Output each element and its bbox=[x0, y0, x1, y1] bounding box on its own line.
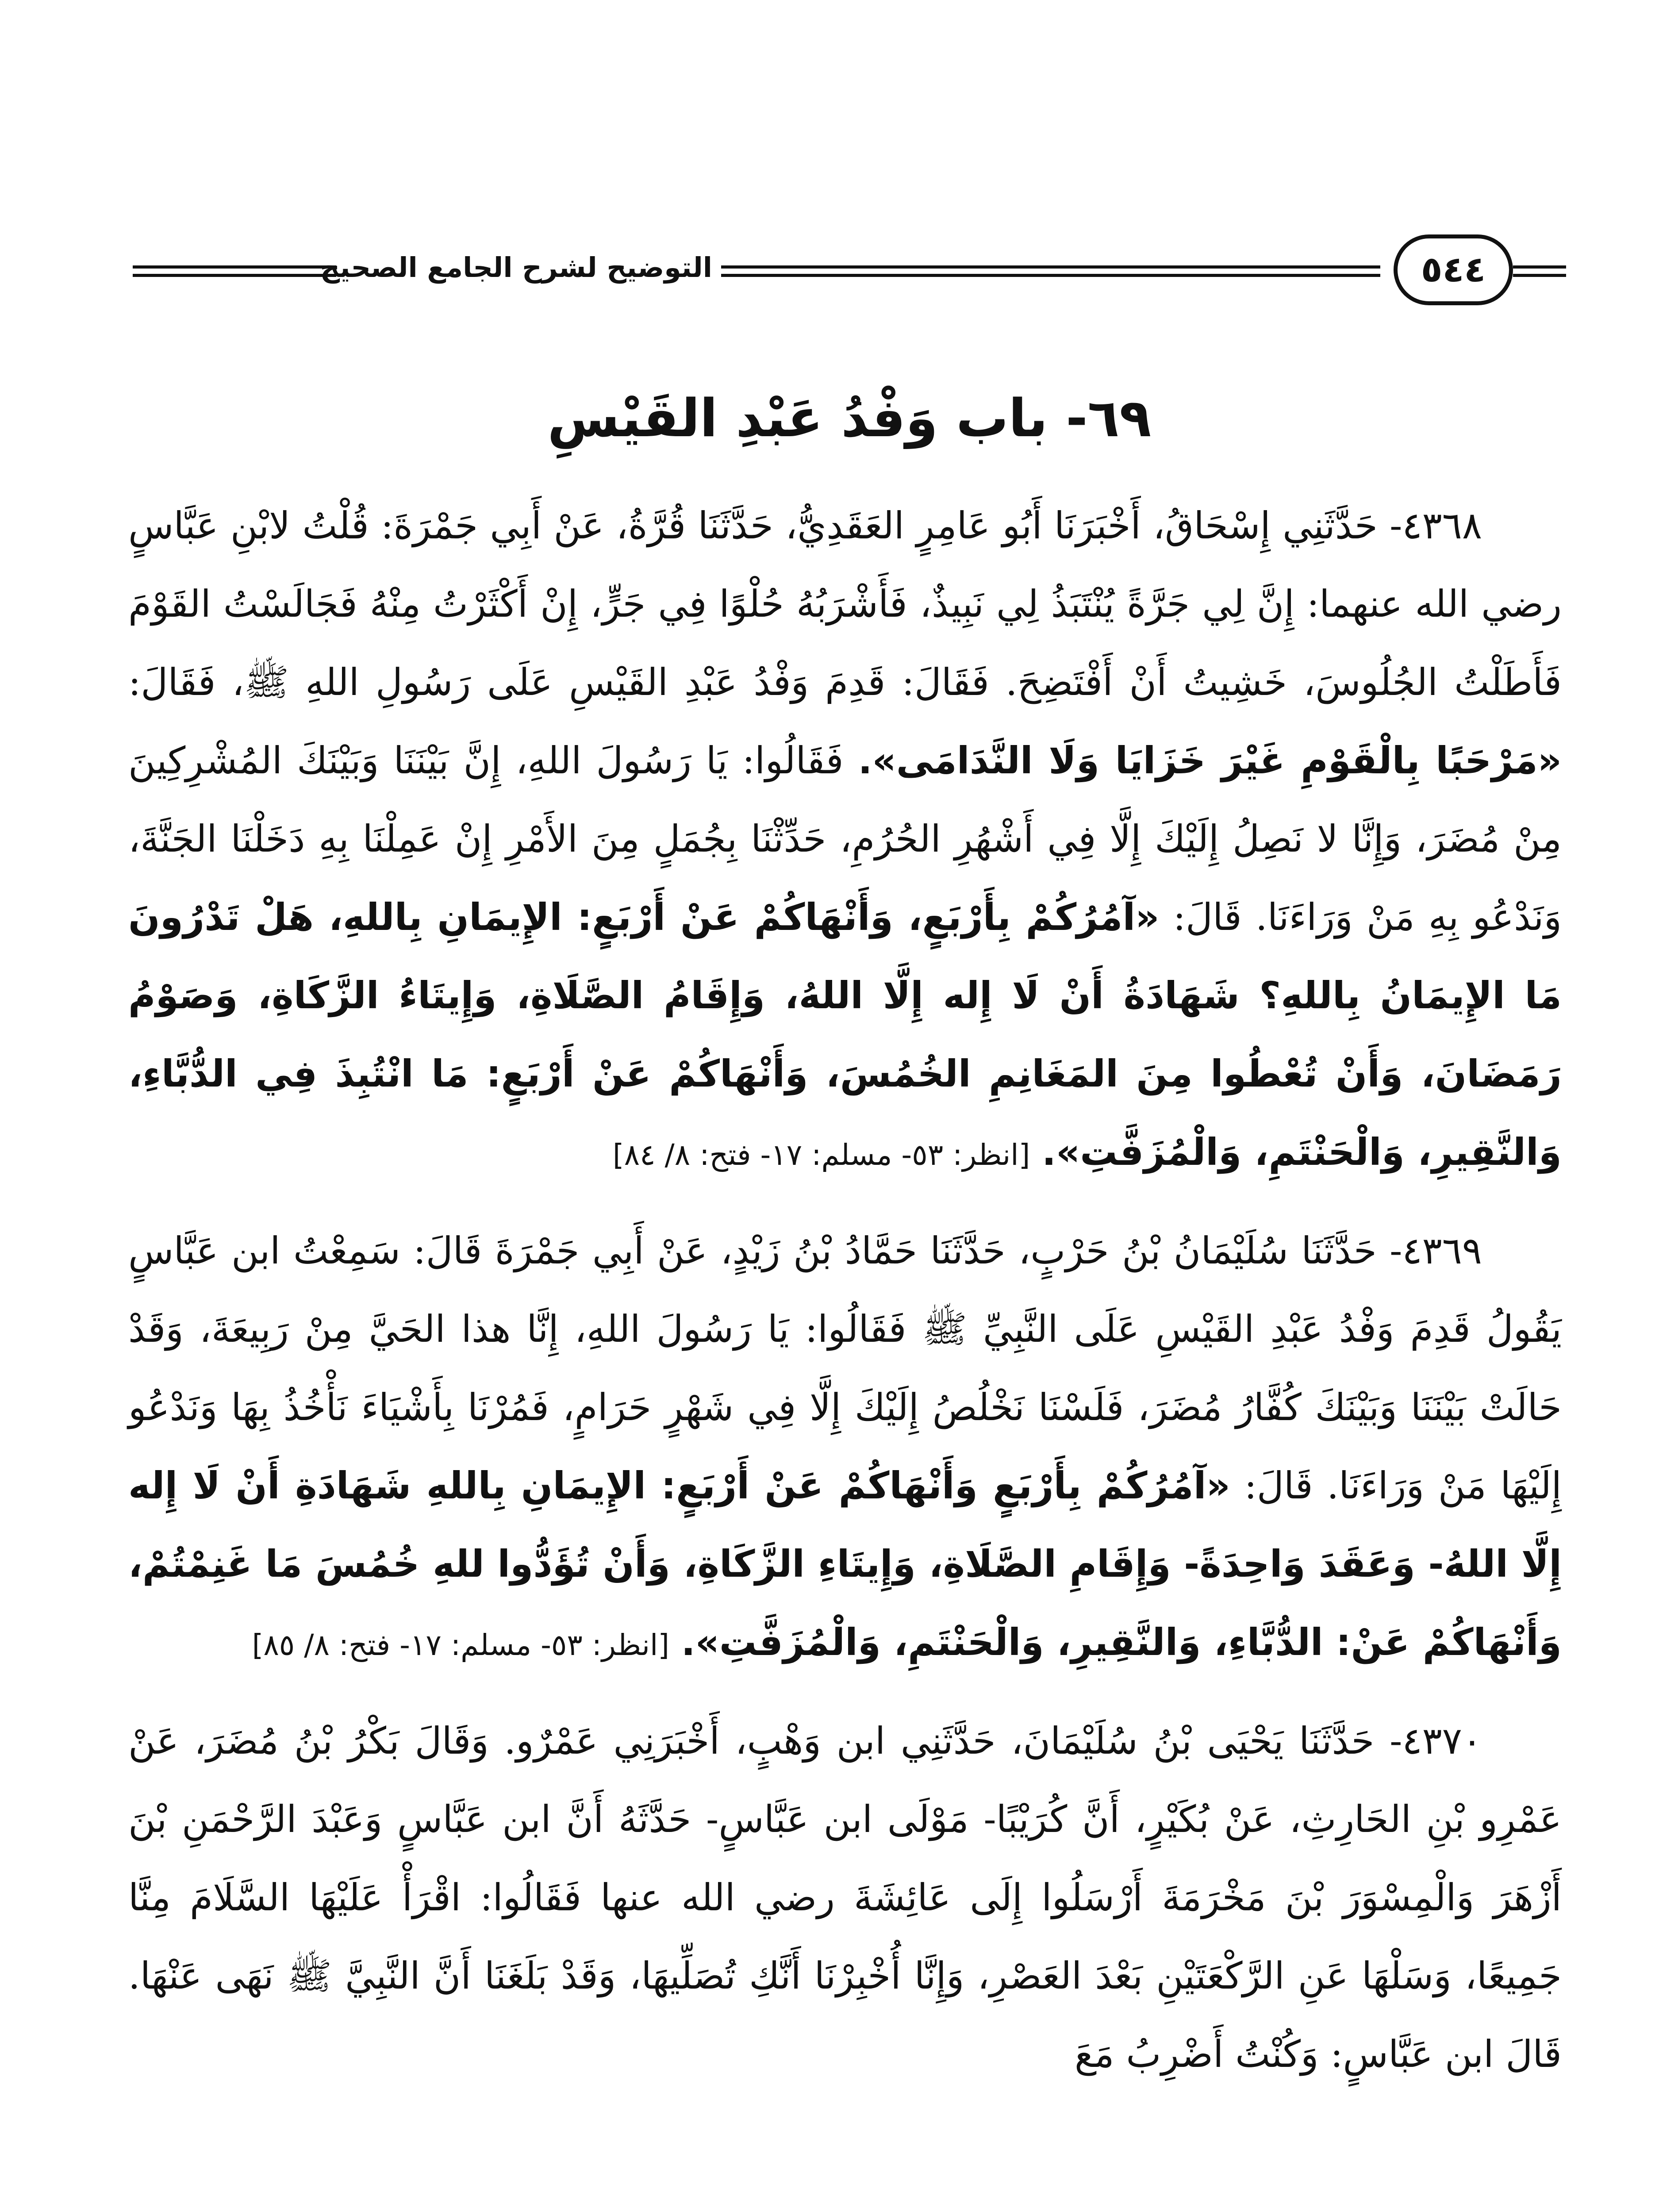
hadith-text: حَدَّثَنَا سُلَيْمَانُ بْنُ حَرْبٍ، حَدَّثَنَا حَمَّادُ بْنُ زَيْدٍ، عَنْ أَبِي جَمْرَةَ قَالَ: سَمِعْتُ ابن عَبَّاسٍ يَقُولُ قَدِمَ وَفْدُ عَبْدِ القَيْسِ عَلَى النَّبِيِّ ﷺ فَقَالُوا: يَا رَسُولَ اللهِ، إِنَّا هذا الحَيَّ مِنْ رَبِيعَةَ، وَقَدْ حَالَتْ بَيْنَنَا وَبَيْنَكَ كُفَّارُ مُضَرَ، فَلَسْنَا نَخْلُصُ إِلَيْكَ إِلَّا فِي شَهْرٍ حَرَامٍ، فَمُرْنَا بِأَشْيَاءَ نَأْخُذُ بِهَا وَنَدْعُو إِلَيْهَا مَنْ وَرَاءَنَا. قَالَ: bbox=[128, 1229, 1562, 1507]
chapter-heading: ٦٩- باب وَفْدُ عَبْدِ القَيْسِ bbox=[547, 388, 1152, 449]
hadith-number: ٤٣٦٨- bbox=[1390, 504, 1482, 547]
running-header bbox=[133, 234, 1566, 323]
cross-reference: [انظر: ٥٣- مسلم: ١٧- فتح: ٨/ ٨٤] bbox=[612, 1138, 1030, 1172]
hadith-paragraph bbox=[128, 487, 1562, 1194]
hadith-text: فَقَالُوا: يَا رَسُولَ اللهِ، إِنَّ بَيْنَنَا وَبَيْنَكَ المُشْرِكِينَ مِنْ مُضَرَ، وَإِنَّا لا نَصِلُ إِلَيْكَ إِلَّا فِي أَشْهُرِ الحُرُمِ، حَدِّثْنَا بِجُمَلٍ مِنَ الأَمْرِ إِنْ عَمِلْنَا بِهِ دَخَلْنَا الجَنَّةَ، وَنَدْعُو بِهِ مَنْ وَرَاءَنَا. قَالَ: bbox=[128, 739, 1562, 939]
cross-reference: [انظر: ٥٣- مسلم: ١٧- فتح: ٨/ ٨٥] bbox=[252, 1628, 670, 1662]
header-rule-left bbox=[133, 265, 336, 269]
running-title: التوضيح لشرح الجامع الصحيح bbox=[320, 251, 712, 284]
prophetic-quote: «مَرْحَبًا بِالْقَوْمِ غَيْرَ خَزَايَا وَلَا النَّدَامَى». bbox=[858, 739, 1562, 782]
page-number: ٥٤٤ bbox=[1394, 234, 1513, 305]
hadith-paragraph bbox=[128, 1212, 1562, 1684]
prophetic-quote: «آمُرُكُمْ بِأَرْبَعٍ، وَأَنْهَاكُمْ عَنْ أَرْبَعٍ: الإِيمَانِ بِاللهِ، هَلْ تَدْرُونَ مَا الإِيمَانُ بِاللهِ؟ شَهَادَةُ أَنْ لَا إِله إِلَّا اللهُ، وَإِقَامُ الصَّلَاةِ، وَإِيتَاءُ الزَّكَاةِ، وَصَوْمُ رَمَضَانَ، وَأَنْ تُعْطُوا مِنَ المَغَانِمِ الخُمُسَ، وَأَنْهَاكُمْ عَنْ أَرْبَعٍ: مَا انْتُبِذَ فِي الدُّبَّاءِ، وَالنَّقِيرِ، وَالْحَنْتَمِ، وَالْمُزَفَّتِ». bbox=[128, 895, 1562, 1174]
hadith-text: حَدَّثَنَا يَحْيَى بْنُ سُلَيْمَانَ، حَدَّثَنِي ابن وَهْبٍ، أَخْبَرَنِي عَمْرٌو. وَقَالَ بَكْرُ بْنُ مُضَرَ، عَنْ عَمْرِو بْنِ الحَارِثِ، عَنْ بُكَيْرٍ، أَنَّ كُرَيْبًا- مَوْلَى ابن عَبَّاسٍ- حَدَّثَهُ أَنَّ ابن عَبَّاسٍ وَعَبْدَ الرَّحْمَنِ بْنَ أَزْهَرَ وَالْمِسْوَرَ بْنَ مَخْرَمَةَ أَرْسَلُوا إِلَى عَائِشَةَ رضي الله عنها فَقَالُوا: اقْرَأْ عَلَيْهَا السَّلَامَ مِنَّا جَمِيعًا، وَسَلْهَا عَنِ الرَّكْعَتَيْنِ بَعْدَ العَصْرِ، وَإِنَّا أُخْبِرْنَا أَنَّكِ تُصَلِّيهَا، وَقَدْ بَلَغَنَا أَنَّ النَّبِيَّ ﷺ نَهَى عَنْهَا. قَالَ ابن عَبَّاسٍ: وَكُنْتُ أَضْرِبُ مَعَ bbox=[128, 1719, 1562, 2076]
prophetic-quote: «آمُرُكُمْ بِأَرْبَعٍ وَأَنْهَاكُمْ عَنْ أَرْبَعٍ: الإِيمَانِ بِاللهِ شَهَادَةِ أَنْ لَا إِله إِلَّا اللهُ- وَعَقَدَ وَاحِدَةً- وَإِقَامِ الصَّلَاةِ، وَإِيتَاءِ الزَّكَاةِ، وَأَنْ تُؤَدُّوا للهِ خُمُسَ مَا غَنِمْتُمْ، وَأَنْهَاكُمْ عَنْ: الدُّبَّاءِ، وَالنَّقِيرِ، وَالْحَنْتَمِ، وَالْمُزَفَّتِ». bbox=[128, 1464, 1562, 1664]
hadith-paragraph bbox=[128, 1702, 1562, 2093]
hadith-number: ٤٣٧٠- bbox=[1390, 1719, 1482, 1763]
header-rule-middle bbox=[721, 265, 1380, 269]
hadith-number: ٤٣٦٩- bbox=[1390, 1229, 1482, 1272]
header-rule-right bbox=[1513, 265, 1566, 269]
hadith-text: حَدَّثَنِي إِسْحَاقُ، أَخْبَرَنَا أَبُو عَامِرٍ العَقَدِيُّ، حَدَّثَنَا قُرَّةُ، عَنْ أَبِي جَمْرَةَ: قُلْتُ لابْنِ عَبَّاسٍ رضي الله عنهما: إِنَّ لِي جَرَّةً يُنْتَبَذُ لِي نَبِيذٌ، فَأَشْرَبُهُ حُلْوًا فِي جَرٍّ، إِنْ أَكْثَرْتُ مِنْهُ فَجَالَسْتُ القَوْمَ فَأَطَلْتُ الجُلُوسَ، خَشِيتُ أَنْ أَفْتَضِحَ. فَقَالَ: قَدِمَ وَفْدُ عَبْدِ القَيْسِ عَلَى رَسُولِ اللهِ ﷺ، فَقَالَ: bbox=[128, 504, 1562, 704]
body-text bbox=[128, 487, 1562, 2111]
